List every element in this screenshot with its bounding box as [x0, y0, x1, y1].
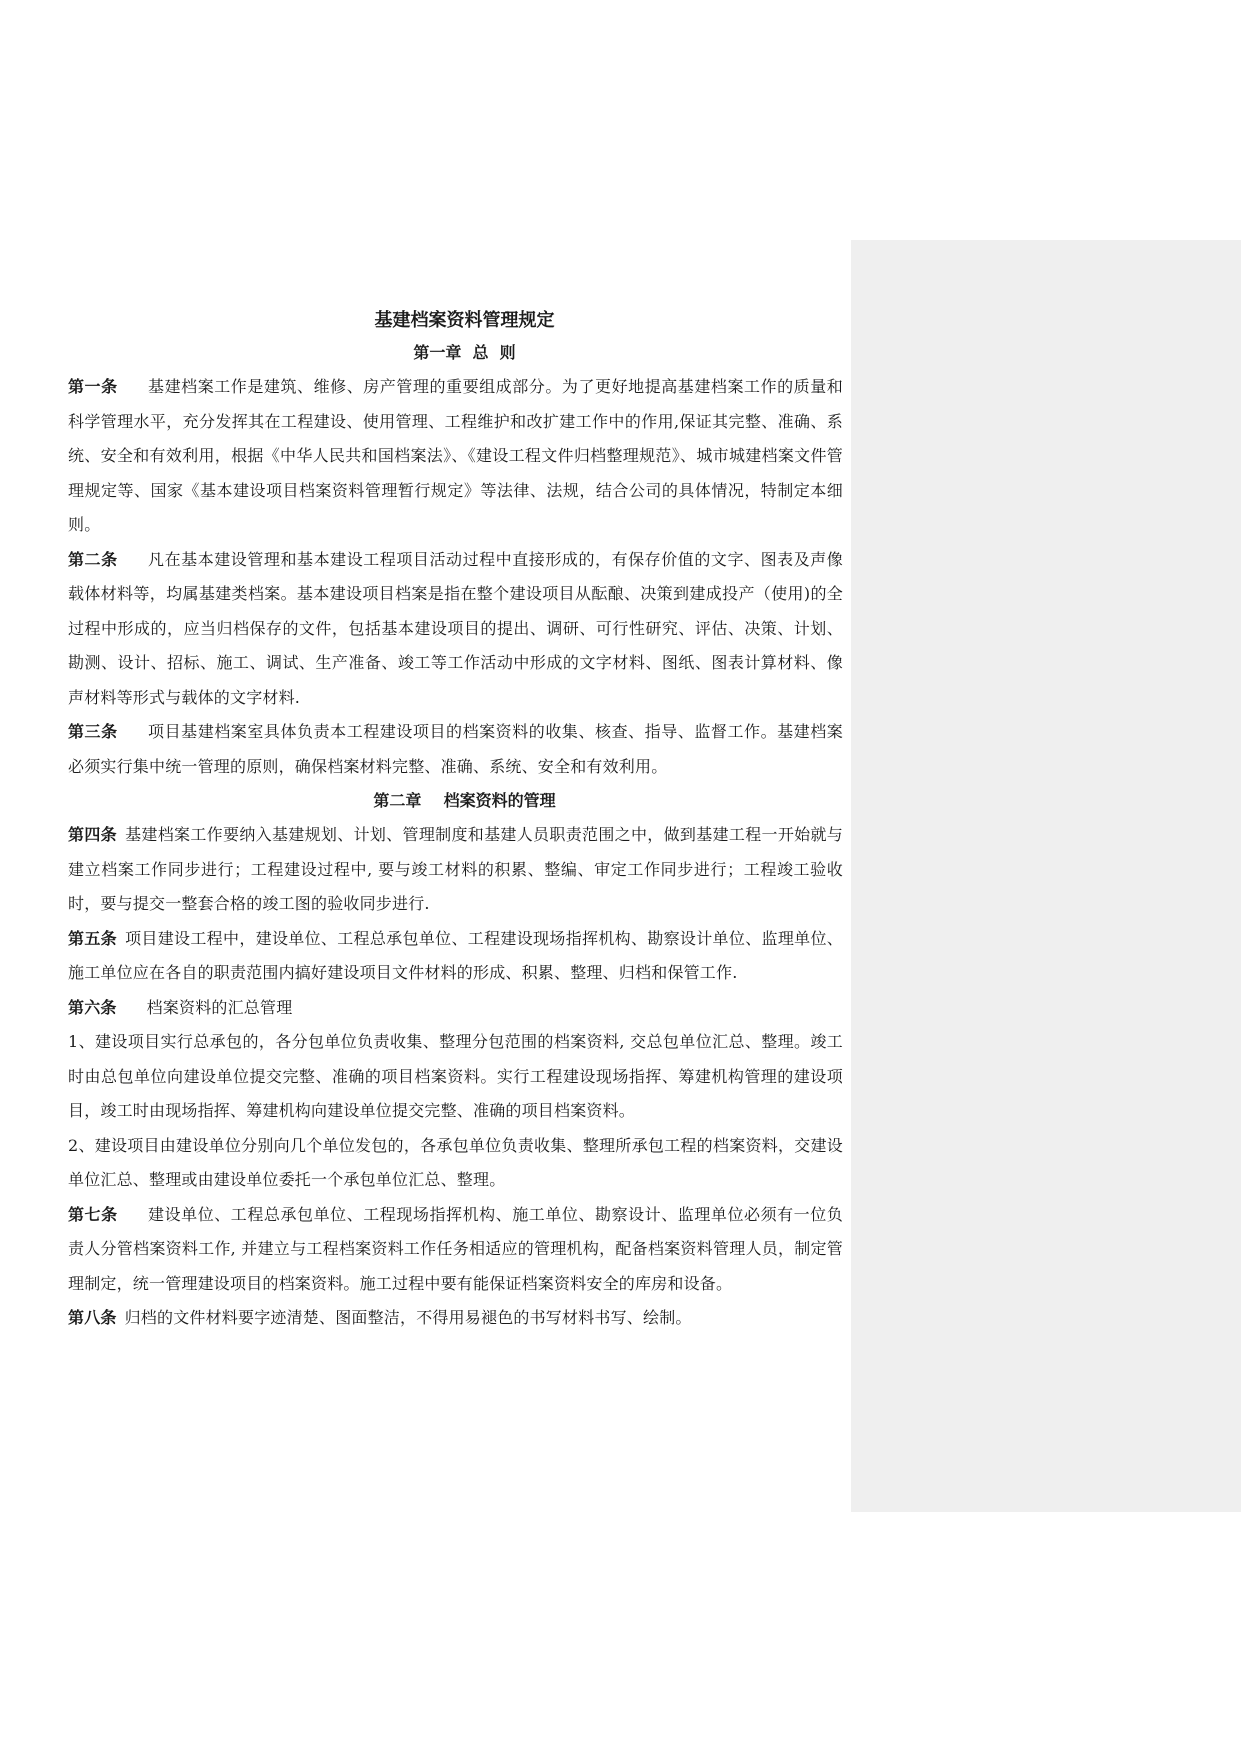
- article-6-item-1: [68, 1025, 843, 1129]
- article-1: [68, 370, 843, 543]
- article-label: 第八条: [68, 1308, 117, 1327]
- article-5: [68, 922, 843, 991]
- comment-margin-panel: [851, 240, 1241, 1512]
- item-text: 1、建设项目实行总承包的，各分包单位负责收集、整理分包范围的档案资料, 交总包单位汇总、整理。竣工时由总包单位向建设单位提交完整、准确的项目档案资料。实行工程建设现场指挥、筹建机构管理的建设项目，竣工时由现场指挥、筹建机构向建设单位提交完整、准确的项目档案资料。: [68, 1032, 843, 1120]
- article-label: 第二条: [68, 549, 118, 569]
- article-label: 第四条: [68, 825, 117, 844]
- article-label: 第一条: [68, 377, 118, 396]
- article-text: 档案资料的汇总管理: [146, 997, 293, 1017]
- article-label: 第五条: [68, 928, 117, 948]
- item-text: 2、建设项目由建设单位分别向几个单位发包的，各承包单位负责收集、整理所承包工程的档案资料，交建设单位汇总、整理或由建设单位委托一个承包单位汇总、整理。: [68, 1135, 843, 1189]
- article-2: [68, 543, 843, 716]
- article-7: [68, 1198, 843, 1302]
- chapter-1-heading: 第一章 总 则: [413, 343, 516, 362]
- document-title: 基建档案资料管理规定: [374, 310, 555, 331]
- article-text: 建设单位、工程总承包单位、工程现场指挥机构、施工单位、勘察设计、监理单位必须有一位负责人分管档案资料工作, 并建立与工程档案资料工作任务相适应的管理机构，配备档案资料管理人员，制定管理制定，统一管理建设项目的档案资料。施工过程中要有能保证档案资料安全的库房和设备。: [68, 1204, 843, 1293]
- article-text: 项目建设工程中，建设单位、工程总承包单位、工程建设现场指挥机构、勘察设计单位、监理单位、施工单位应在各自的职责范围内搞好建设项目文件材料的形成、积累、整理、归档和保管工作.: [68, 928, 843, 982]
- article-8: [68, 1301, 843, 1336]
- article-label: 第七条: [68, 1204, 118, 1224]
- article-text: 凡在基本建设管理和基本建设工程项目活动过程中直接形成的，有保存价值的文字、图表及声像载体材料等，均属基建类档案。基本建设项目档案是指在整个建设项目从酝酿、决策到建成投产（使用)的全过程中形成的，应当归档保存的文件，包括基本建设项目的提出、调研、可行性研究、评估、决策、计划、勘测、设计、招标、施工、调试、生产准备、竣工等工作活动中形成的文字材料、图纸、图表计算材料、像声材料等形式与载体的文字材料.: [68, 549, 843, 707]
- article-6: [68, 991, 843, 1026]
- article-3: [68, 715, 843, 784]
- chapter-2-heading: 第二章 档案资料的管理: [373, 791, 556, 810]
- article-text: 基建档案工作是建筑、维修、房产管理的重要组成部分。为了更好地提高基建档案工作的质量和科学管理水平，充分发挥其在工程建设、使用管理、工程维护和改扩建工作中的作用,保证其完整、准确、系统、安全和有效利用，根据《中华人民共和国档案法》、《建设工程文件归档整理规范》、城市城建档案文件管理规定等、国家《基本建设项目档案资料管理暂行规定》等法律、法规，结合公司的具体情况，特制定本细则。: [68, 377, 843, 534]
- article-label: 第三条: [68, 722, 118, 741]
- article-text: 项目基建档案室具体负责本工程建设项目的档案资料的收集、核查、指导、监督工作。基建档案必须实行集中统一管理的原则，确保档案材料完整、准确、系统、安全和有效利用。: [68, 722, 843, 776]
- document-body: [68, 306, 843, 1336]
- article-4: [68, 818, 843, 922]
- article-label: 第六条: [68, 997, 117, 1017]
- article-text: 归档的文件材料要字迹清楚、图面整洁，不得用易褪色的书写材料书写、绘制。: [124, 1308, 692, 1327]
- article-text: 基建档案工作要纳入基建规划、计划、管理制度和基建人员职责范围之中，做到基建工程一开始就与建立档案工作同步进行；工程建设过程中, 要与竣工材料的积累、整编、审定工作同步进行；工程竣工验收时，要与提交一整套合格的竣工图的验收同步进行.: [68, 825, 843, 913]
- article-6-item-2: [68, 1129, 843, 1198]
